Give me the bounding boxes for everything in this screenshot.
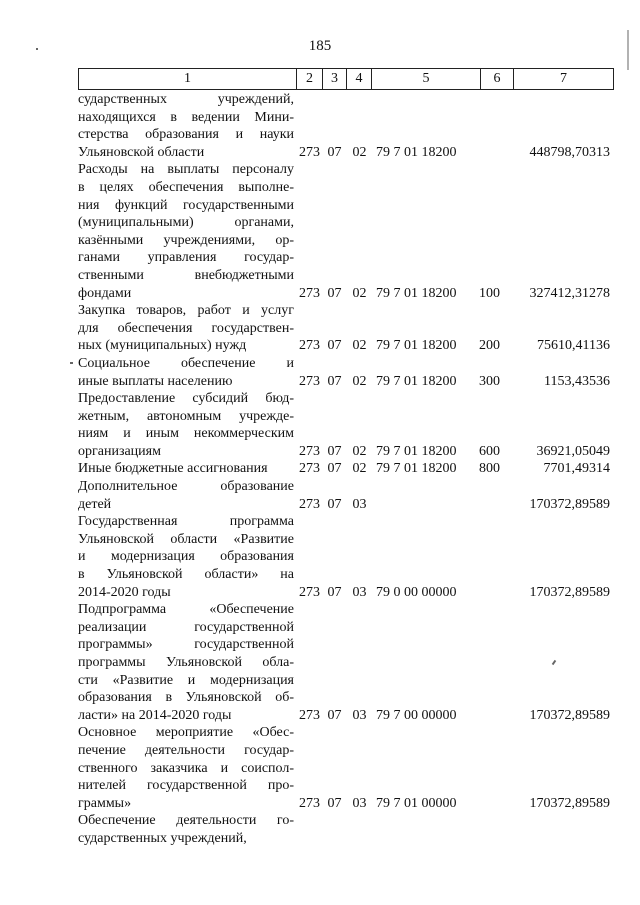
amount-cell: 75610,41136 [537,338,610,354]
table-row [78,601,612,724]
description-line: казёнными учреждениями, ор- [78,232,294,248]
description-line: в Ульяновской области» на [78,567,294,583]
row-description [78,513,294,601]
row-description [78,460,294,478]
code-section-cell: 07 [327,338,342,354]
column-header-4: 4 [347,69,372,89]
row-description [78,724,294,812]
description-line: программы Ульяновской обла- [78,655,294,670]
code-admin-cell: 273 [299,461,320,477]
row-description [78,390,294,460]
amount-cell: 1153,43536 [544,373,610,389]
amount-cell: 170372,89589 [529,584,610,600]
code-subsection-cell: 03 [352,795,367,811]
code-target-cell: 79 7 01 18200 [376,338,457,354]
code-expense-type-cell: 600 [479,443,500,459]
description-line: стерства образования и науки [78,127,294,143]
column-header-7: 7 [560,71,567,86]
scan-mark [627,30,629,70]
code-section-cell: 07 [327,461,342,477]
amount-cell: 170372,89589 [529,707,610,723]
description-line: организациям [78,443,161,459]
table-row [78,91,612,161]
code-admin-cell: 273 [299,443,320,459]
code-target-cell: 79 7 01 18200 [376,461,457,477]
description-line: сударственных учреждений, [78,92,294,107]
code-expense-type-cell: 200 [479,338,500,354]
row-description [78,601,294,724]
row-description [78,355,294,390]
row-description [78,478,294,513]
description-line: Государственная программа [78,514,294,530]
code-subsection-cell: 02 [352,461,367,477]
description-line: 2014-2020 годы [78,584,171,600]
code-section-cell: 07 [327,443,342,459]
scan-dot [36,48,38,50]
code-subsection-cell: 03 [352,496,367,512]
table-row [78,478,612,513]
code-subsection-cell: 02 [352,443,367,459]
description-line: сударственных учреждений, [78,830,247,846]
code-subsection-cell: 02 [352,373,367,389]
code-admin-cell: 273 [299,795,320,811]
code-target-cell: 79 0 00 00000 [376,584,457,600]
amount-cell: 448798,70313 [529,144,610,160]
page-number: 185 [308,38,332,54]
description-line: Основное мероприятие «Обес- [78,725,294,741]
description-line: Иные бюджетные ассигнования [78,461,268,477]
code-admin-cell: 273 [299,496,320,512]
description-line: Подпрограмма «Обеспечение [78,602,294,618]
description-line: фондами [78,285,132,301]
description-line: (муниципальными) органами, [78,215,294,231]
description-line: ния функций государственными [78,197,294,213]
code-target-cell: 79 7 00 00000 [376,707,457,723]
code-section-cell: 07 [327,285,342,301]
description-line: программы» государственной [78,637,294,653]
code-admin-cell: 273 [299,584,320,600]
description-line: детей [78,496,112,512]
code-expense-type-cell: 300 [479,373,500,389]
description-line: нителей государственной про- [78,778,294,794]
code-subsection-cell: 02 [352,285,367,301]
code-admin-cell: 273 [299,285,320,301]
description-line: ных (муниципальных) нужд [78,338,247,354]
description-line: ственными внебюджетными [78,267,294,283]
column-header-3: 3 [323,69,347,89]
description-line: для обеспечения государствен- [78,320,294,336]
code-subsection-cell: 02 [352,144,367,160]
code-subsection-cell: 03 [352,707,367,723]
description-line: в целях обеспечения выполне- [78,179,294,195]
description-line: и модернизация образования [78,549,294,565]
budget-table-body [78,91,612,848]
description-line: жетным, автономным учрежде- [78,408,294,424]
description-line: граммы» [78,795,132,811]
column-header-1: 1 [79,69,297,89]
code-target-cell: 79 7 01 00000 [376,795,457,811]
code-target-cell: 79 7 01 18200 [376,285,457,301]
row-description [78,91,294,161]
code-expense-type-cell: 800 [479,461,500,477]
description-line: ласти» на 2014-2020 годы [78,707,232,723]
description-line: ниям и иным некоммерческим [78,426,294,442]
code-section-cell: 07 [327,373,342,389]
table-column-header-row [78,68,614,90]
scan-dot [70,362,73,364]
code-section-cell: 07 [327,144,342,160]
description-line: иные выплаты населению [78,373,233,389]
description-line: образования в Ульяновской об- [78,690,294,706]
table-row [78,355,612,390]
code-admin-cell: 273 [299,338,320,354]
description-line: ганами управления государ- [78,250,294,266]
description-line: сти «Развитие и модернизация [78,672,294,688]
code-subsection-cell: 03 [352,584,367,600]
description-line: Предоставление субсидий бюд- [78,391,294,407]
amount-cell: 170372,89589 [529,795,610,811]
column-header-6: 6 [481,69,514,89]
description-line: Расходы на выплаты персоналу [78,162,294,178]
code-section-cell: 07 [327,584,342,600]
code-target-cell: 79 7 01 18200 [376,443,457,459]
amount-cell: 36921,05049 [536,443,610,459]
description-line: Социальное обеспечение и [78,355,294,371]
code-target-cell: 79 7 01 18200 [376,373,457,389]
code-admin-cell: 273 [299,373,320,389]
description-line: Закупка товаров, работ и услуг [78,303,294,319]
row-description [78,812,294,847]
code-admin-cell: 273 [299,144,320,160]
table-row [78,513,612,601]
code-section-cell: 07 [327,795,342,811]
code-section-cell: 07 [327,496,342,512]
amount-cell: 7701,49314 [543,461,610,477]
description-line: реализации государственной [78,619,294,635]
table-row [78,161,612,302]
column-header-5: 5 [372,69,481,89]
description-line: Ульяновской области «Развитие [78,531,294,547]
row-description [78,161,294,302]
description-line: находящихся в ведении Мини- [78,109,294,125]
code-section-cell: 07 [327,707,342,723]
description-line: Дополнительное образование [78,479,294,495]
description-line: ственного заказчика и соиспол- [78,760,294,776]
table-row [78,812,612,847]
description-line: печение деятельности государ- [78,742,294,758]
column-header-2: 2 [297,69,323,89]
amount-cell: 327412,31278 [529,285,610,301]
code-admin-cell: 273 [299,707,320,723]
code-expense-type-cell: 100 [479,285,500,301]
code-subsection-cell: 02 [352,338,367,354]
code-target-cell: 79 7 01 18200 [376,144,457,160]
table-row [78,302,612,355]
table-row [78,390,612,460]
row-description [78,302,294,355]
description-line: Обеспечение деятельности го- [78,813,294,829]
table-row [78,460,612,478]
amount-cell: 170372,89589 [529,496,610,512]
description-line: Ульяновской области [78,144,205,160]
table-row [78,724,612,812]
